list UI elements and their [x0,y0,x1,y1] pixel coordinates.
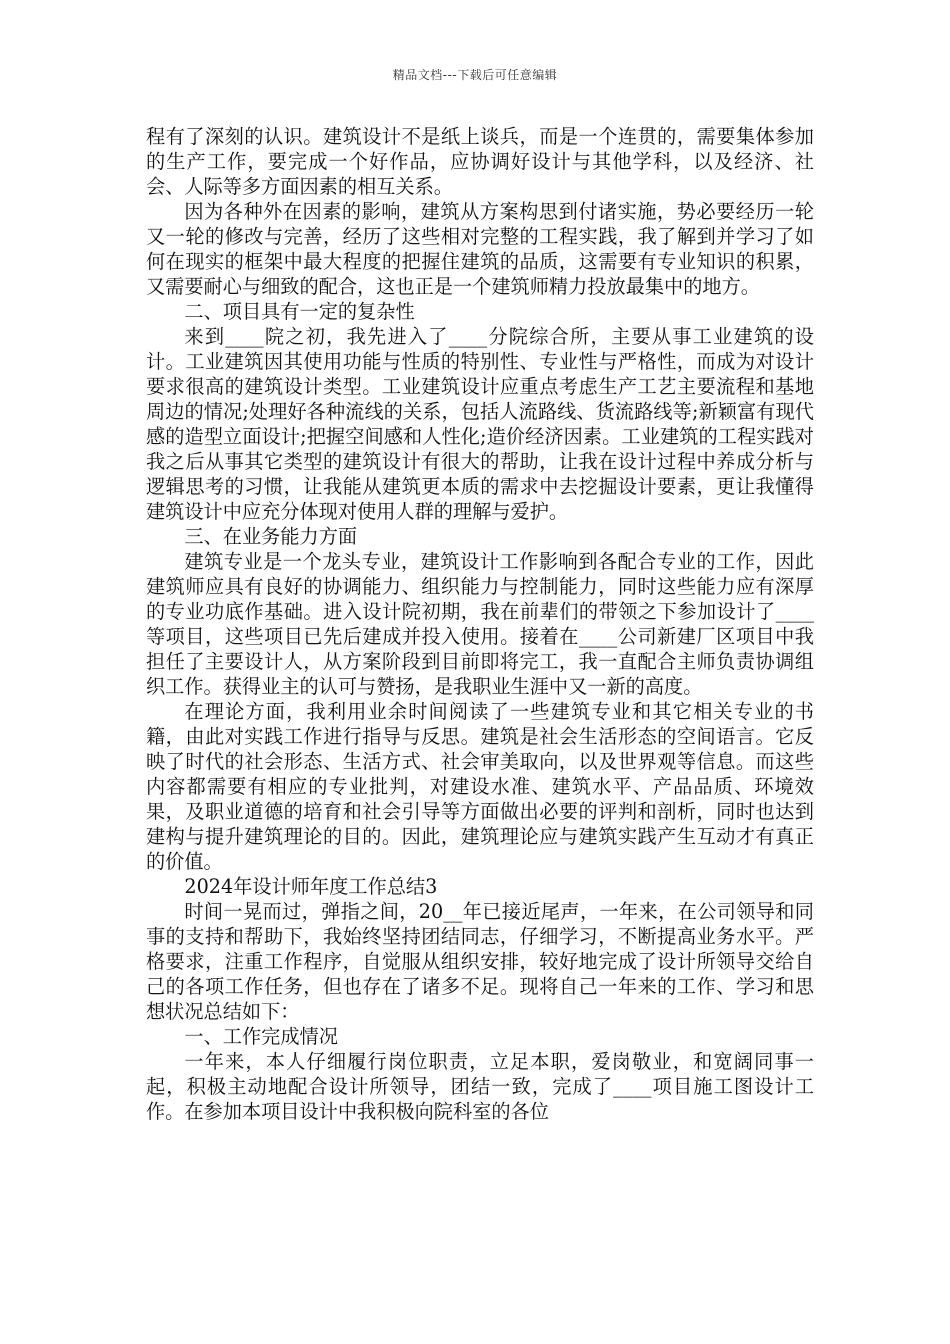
section-heading-work-completion: 一、工作完成情况 [184,1025,338,1048]
paragraph-6: 时间一晃而过，弹指之间，20__年已接近尾声，一年来，在公司领导和同事的支持和帮助下，我始终坚持团结同志，仔细学习，不断提高业务水平。严格要求，注重工作程序，自觉服从组织安排，较好地完成了设计所领导交给自己的各项工作任务，但也存在了诸多不足。现将自己一年来的工作、学习和思想状况总结如下： [146,900,814,1023]
page-header: 精品文档---下载后可任意编辑 [392,68,558,82]
paragraph-3: 来到____院之初，我先进入了____分院综合所，主要从事工业建筑的设计。工业建筑因其使用功能与性质的特别性、专业性与严格性，而成为对设计要求很高的建筑设计类型。工业建筑设计应重点考虑生产工艺主要流程和基地周边的情况;处理好各种流线的关系，包括人流路线、货流路线等;新颖富有现代感的造型立面设计;把握空间感和人性化;造价经济因素。工业建筑的工程实践对我之后从事其它类型的建筑设计有很大的帮助，让我在设计过程中养成分析与逻辑思考的习惯，让我能从建筑更本质的需求中去挖掘设计要素，更让我懂得建筑设计中应充分体现对使用人群的理解与爱护。 [146,325,814,523]
document-title-summary-3: 2024年设计师年度工作总结3 [184,875,438,898]
paragraph-4: 建筑专业是一个龙头专业，建筑设计工作影响到各配合专业的工作，因此建筑师应具有良好的协调能力、组织能力与控制能力，同时这些能力应有深厚的专业功底作基础。进入设计院初期，我在前辈们的带领之下参加设计了____等项目，这些项目已先后建成并投入使用。接着在____公司新建厂区项目中我担任了主要设计人，从方案阶段到目前即将完工，我一直配合主师负责协调组织工作。获得业主的认可与赞扬，是我职业生涯中又一新的高度。 [146,550,814,698]
section-heading-business-ability: 三、在业务能力方面 [184,525,358,548]
document-body [146,124,814,1124]
paragraph-2: 因为各种外在因素的影响，建筑从方案构思到付诸实施，势必要经历一轮又一轮的修改与完善，经历了这些相对完整的工程实践，我了解到并学习了如何在现实的框架中最大程度的把握住建筑的品质，这需要有专业知识的积累，又需要耐心与细致的配合，这也正是一个建筑师精力投放最集中的地方。 [146,200,814,298]
paragraph-7: 一年来，本人仔细履行岗位职责，立足本职，爱岗敬业，和宽阔同事一起，积极主动地配合设计所领导，团结一致，完成了____项目施工图设计工作。在参加本项目设计中我积极向院科室的各位 [146,1050,814,1123]
paragraph-1: 程有了深刻的认识。建筑设计不是纸上谈兵，而是一个连贯的，需要集体参加的生产工作，要完成一个好作品，应协调好设计与其他学科，以及经济、社会、人际等多方面因素的相互关系。 [146,125,814,198]
section-heading-complexity: 二、项目具有一定的复杂性 [184,300,415,323]
paragraph-5: 在理论方面，我利用业余时间阅读了一些建筑专业和其它相关专业的书籍，由此对实践工作进行指导与反思。建筑是社会生活形态的空间语言。它反映了时代的社会形态、生活方式、社会审美取向，以及世界观等信息。而这些内容都需要有相应的专业批判，对建设水准、建筑水平、产品品质、环境效果，及职业道德的培育和社会引导等方面做出必要的评判和剖析，同时也达到建构与提升建筑理论的目的。因此，建筑理论应与建筑实践产生互动才有真正的价值。 [146,700,814,873]
